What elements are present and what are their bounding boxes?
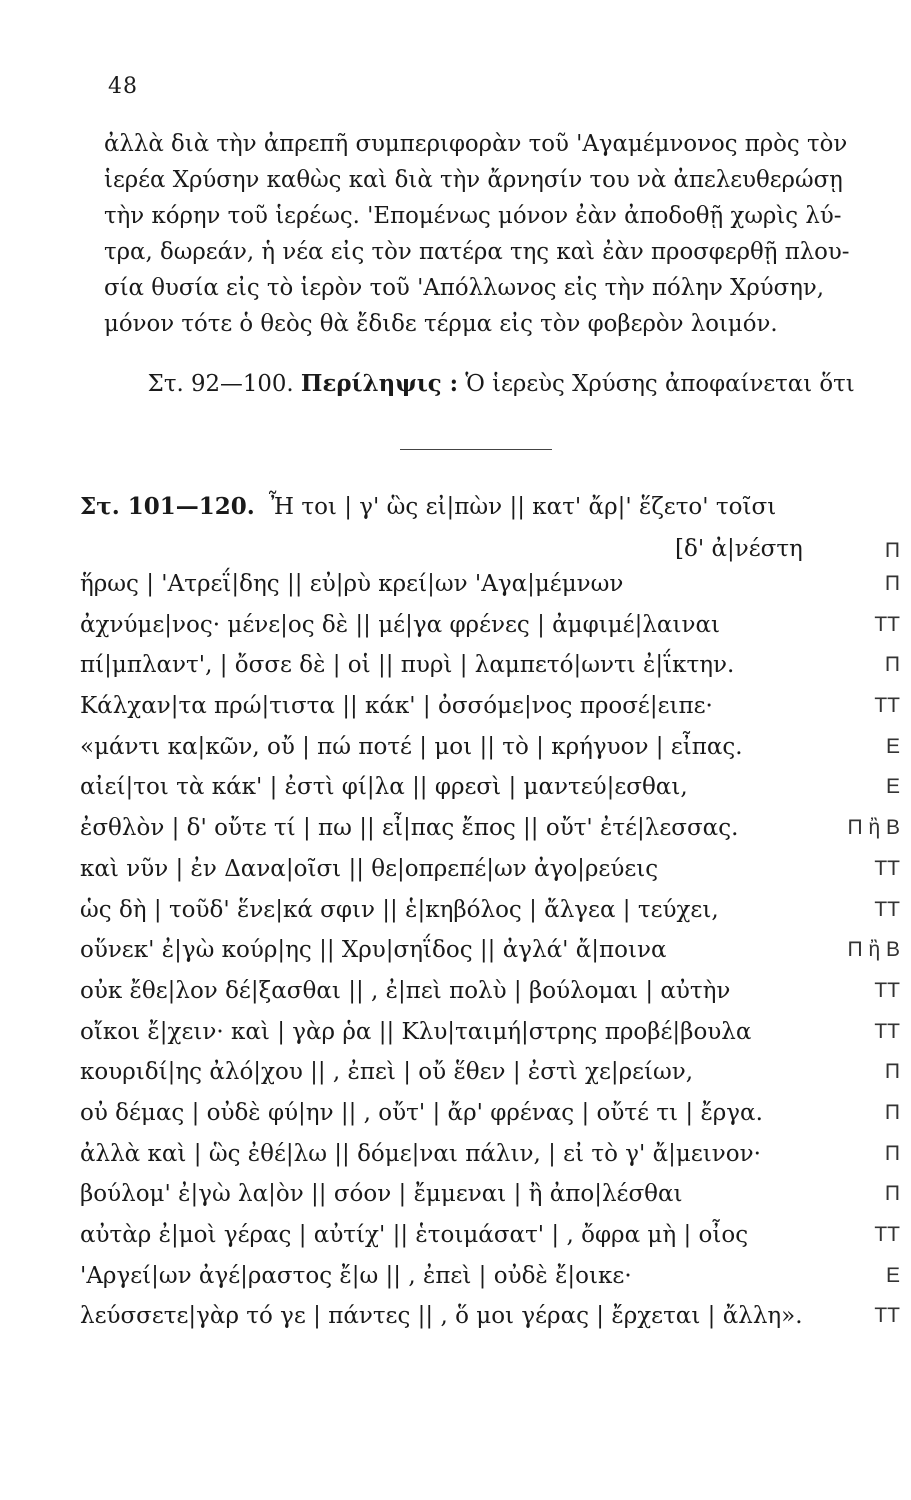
verse-line: οὕνεκ' ἐ|γὼ κούρ|ης || Χρυ|σηΐδος || ἀγλά' ἄ|ποινα xyxy=(80,937,667,964)
scansion-mark: ΤΤ xyxy=(874,694,900,718)
scansion-mark: Ε xyxy=(885,775,900,799)
scansion-mark: ΤΤ xyxy=(874,978,900,1002)
summary-label: Περίληψις : xyxy=(300,370,459,397)
verse-line: αἰεί|τοι τὰ κάκ' | ἐστὶ φί|λα || φρεσὶ | μαντεύ|εσθαι, xyxy=(80,774,688,801)
verse-line: ἐσθλὸν | δ' οὔτε τί | πω || εἶ|πας ἔπος || οὔτ' ἐτέ|λεσσας. xyxy=(80,815,739,842)
verse-line: οἴκοι ἔ|χειν· καὶ | γὰρ ῥα || Κλυ|ταιμή|στρης προβέ|βουλα xyxy=(80,1018,752,1045)
summary-ref: Στ. 92—100. xyxy=(147,371,294,397)
verse-line: οὐ δέμας | οὐδὲ φύ|ην || , οὔτ' | ἄρ' φρένας | οὔτέ τι | ἔργα. xyxy=(80,1099,763,1126)
scansion-mark: Π xyxy=(884,539,900,562)
scansion-mark: ΤΤ xyxy=(874,612,900,636)
verse-line: Κάλχαν|τα πρώ|τιστα || κάκ' | ὀσσόμε|νος προσέ|ειπε· xyxy=(80,693,713,720)
prose-line: μόνον τότε ὁ θεὸς θὰ ἔδιδε τέρμα εἰς τὸν φοβερὸν λοιμόν. xyxy=(104,311,778,337)
scansion-mark: Π xyxy=(884,1182,900,1206)
scansion-mark: Π ἢ Β xyxy=(847,938,900,962)
verse-section-header xyxy=(80,493,776,520)
scansion-mark: Π ἢ Β xyxy=(847,816,900,840)
scansion-mark: Ε xyxy=(885,1263,900,1287)
scansion-mark: ΤΤ xyxy=(874,1304,900,1328)
prose-line: ἀλλὰ διὰ τὴν ἀπρεπῆ συμπεριφορὰν τοῦ 'Αγαμέμνονος πρὸς τὸν xyxy=(104,131,848,157)
scansion-mark: ΤΤ xyxy=(874,1223,900,1246)
verse-line: βούλομ' ἐ|γὼ λα|ὸν || σόον | ἔμμεναι | ἢ ἀπο|λέσθαι xyxy=(80,1181,683,1208)
verse-list xyxy=(80,564,910,1337)
summary-line xyxy=(104,366,911,402)
scansion-mark: ΤΤ xyxy=(874,1019,900,1043)
verse-line: αὐτὰρ ἐ|μοὶ γέρας | αὐτίχ' || ἑτοιμάσατ' | , ὄφρα μὴ | οἶος xyxy=(80,1222,749,1248)
section-divider xyxy=(400,449,552,450)
page-number: 48 xyxy=(108,74,138,99)
verse-line: ὡς δὴ | τοῦδ' ἕνε|κά σφιν || ἑ|κηβόλος | ἄλγεα | τεύχει, xyxy=(80,896,719,923)
scansion-mark: Ε xyxy=(885,734,900,758)
scansion-mark: Π xyxy=(884,1100,900,1124)
verse-section-ref: Στ. 101—120. xyxy=(80,493,255,520)
scansion-mark: Π xyxy=(884,1141,900,1165)
verse-first-line-continuation: [δ' ἀ|νέστη xyxy=(675,536,803,562)
scansion-mark: ΤΤ xyxy=(874,897,900,921)
prose-line: ἱερέα Χρύσην καθὼς καὶ διὰ τὴν ἄρνησίν του νὰ ἀπελευθερώσῃ xyxy=(104,167,843,193)
prose-line: τρα, δωρεάν, ἡ νέα εἰς τὸν πατέρα της καὶ ἐὰν προσφερθῇ πλου- xyxy=(104,239,850,265)
verse-line: ἥρως | 'Ατρεΐ|δης || εὐ|ρὺ κρεί|ων 'Αγα|μέμνων xyxy=(80,571,624,597)
verse-line: οὐκ ἔθε|λον δέ|ξασθαι || , ἐ|πεὶ πολὺ | βούλομαι | αὐτὴν xyxy=(80,977,731,1004)
verse-line: καὶ νῦν | ἐν Δανα|οῖσι || θε|οπρεπέ|ων ἀγο|ρεύεις xyxy=(80,855,659,882)
prose-line: σία θυσία εἰς τὸ ἱερὸν τοῦ 'Απόλλωνος εἰς τὴν πόλην Χρύσην, xyxy=(104,275,825,301)
scansion-column xyxy=(800,538,900,1337)
scansion-mark: Π xyxy=(884,653,900,677)
verse-line: 'Αργεί|ων ἀγέ|ραστος ἔ|ω || , ἐπεὶ | οὐδὲ ἔ|οικε· xyxy=(80,1262,632,1289)
summary-text: Ὁ ἱερεὺς Χρύσης ἀποφαίνεται ὅτι xyxy=(465,371,855,397)
scansion-mark: Π xyxy=(884,1060,900,1084)
verse-first-line: Ἦ τοι | γ' ὣς εἰ|πὼν || κατ' ἄρ|' ἕζετο' τοῖσι xyxy=(268,494,777,520)
prose-line: τὴν κόρην τοῦ ἱερέως. 'Επομένως μόνον ἐὰν ἀποδοθῇ χωρὶς λύ- xyxy=(104,203,842,229)
verse-line: ἀχνύμε|νος· μένε|ος δὲ || μέ|γα φρένες | ἀμφιμέ|λαιναι xyxy=(80,611,721,638)
scansion-mark: ΤΤ xyxy=(874,856,900,880)
verse-line: κουριδί|ης ἀλό|χου || , ἐπεὶ | οὔ ἕθεν | ἐστὶ χε|ρείων, xyxy=(80,1059,694,1086)
verse-line: λεύσσετε|γὰρ τό γε | πάντες || , ὅ μοι γέρας | ἔρχεται | ἄλλη». xyxy=(80,1303,803,1330)
scansion-mark: Π xyxy=(884,572,900,595)
verse-line: «μάντι κα|κῶν, οὔ | πώ ποτέ | μοι || τὸ | κρήγυον | εἶπας. xyxy=(80,733,743,760)
verse-line: πί|μπλαντ', | ὄσσε δὲ | οἱ || πυρὶ | λαμπετό|ωντι ἐ|ΐκτην. xyxy=(80,652,735,679)
prose-paragraph xyxy=(104,126,910,402)
verse-line: ἀλλὰ καὶ | ὣς ἐθέ|λω || δόμε|ναι πάλιν, | εἰ τὸ γ' ἄ|μεινον· xyxy=(80,1140,761,1167)
